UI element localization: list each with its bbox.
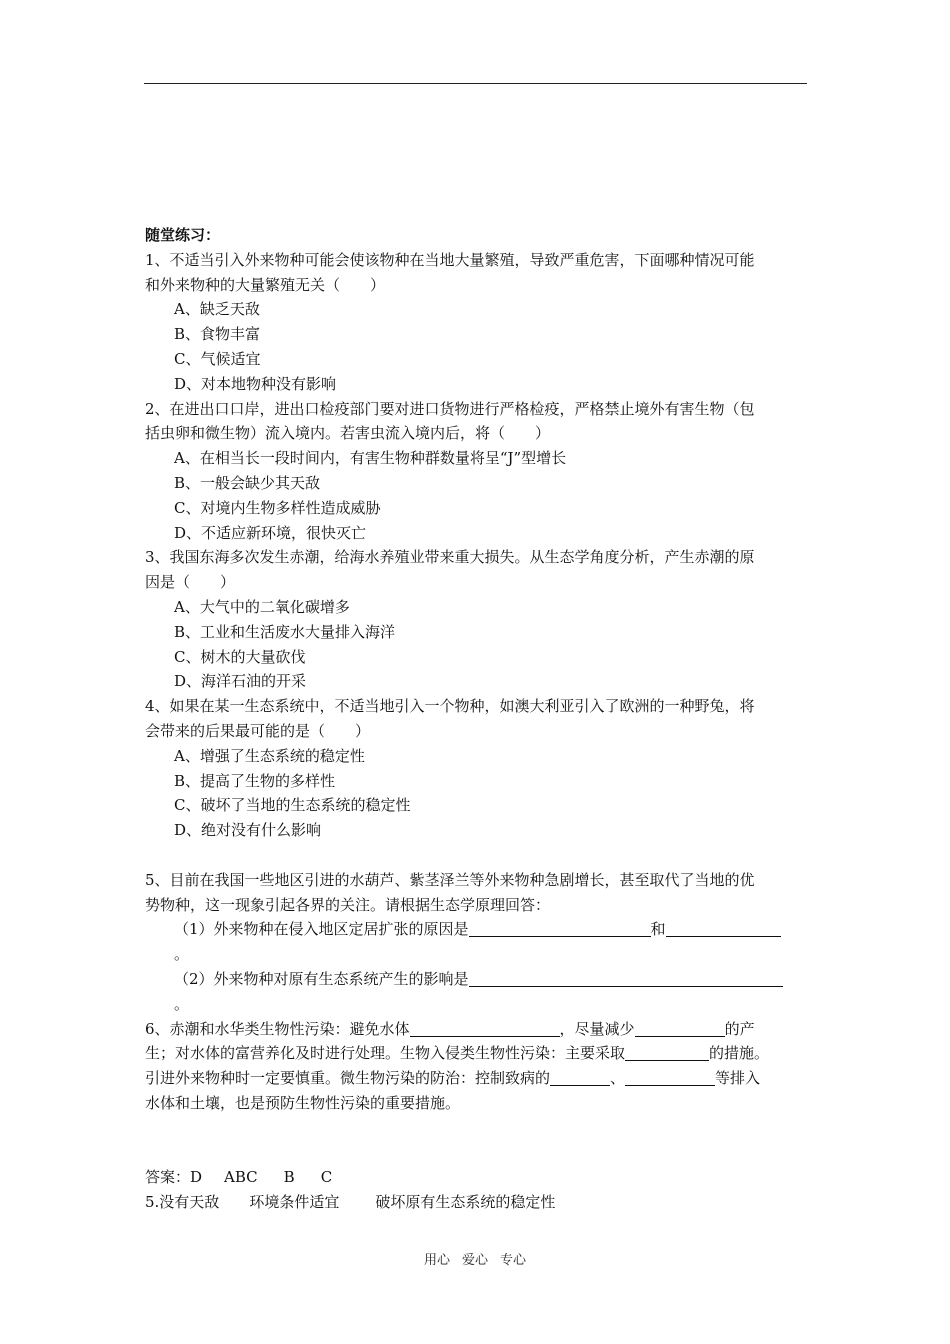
q3-option-d: D、海洋石油的开采 [174,672,307,691]
footer-text-1: 用心 [423,1253,450,1268]
header-rule [144,83,807,84]
answers-line2 [145,1190,807,1215]
q2-stem-line1: 2、在进出口口岸，进出口检疫部门要对进口货物进行严格检疫，严格禁止境外有害生物（包 [145,399,755,418]
section-title: 随堂练习： [145,226,221,244]
q6-blank-2[interactable] [635,1020,725,1037]
q1-stem-line2: 和外来物种的大量繁殖无关（ ） [145,275,386,294]
q6-line3 [145,1066,807,1091]
document-body [145,223,807,1215]
q1-option-b: B、食物丰富 [174,325,261,344]
q2-option-d: D、不适应新环境，很快灭亡 [174,523,367,542]
q5-blank-1[interactable] [469,920,651,937]
q6-blank-3[interactable] [625,1044,709,1061]
q5-blank-3[interactable] [469,970,783,987]
q1-option-a: A、缺乏天敌 [174,300,260,319]
q6-line2 [145,1041,807,1066]
q1-option-d: D、对本地物种没有影响 [174,374,337,393]
q5-sub1-text: （1）外来物种在侵入地区定居扩张的原因是 [174,920,469,939]
q2-stem-line2: 括虫卵和微生物）流入境内。若害虫流入境内后，将（ ） [145,424,551,443]
q6-line4: 水体和土壤，也是预防生物性污染的重要措施。 [145,1093,461,1112]
q2-option-c: C、对境内生物多样性造成威胁 [174,498,381,517]
q1-option-c: C、气候适宜 [174,349,261,368]
q4-option-b: B、提高了生物的多样性 [174,771,336,790]
answer-4: C [320,1168,333,1187]
answer-1: D [190,1168,203,1187]
answers-line1 [145,1165,807,1190]
answer-3: B [283,1168,295,1187]
q6-line1 [145,1017,807,1042]
q6-text-3b: 、 [610,1069,626,1088]
q6-text-3a: 引进外来物种时一定要慎重。微生物污染的防治：控制致病的 [145,1069,551,1088]
q6-text-1a: 6、赤潮和水华类生物性污染：避免水体 [145,1019,410,1038]
answer-5-a: 5.没有天敌 [145,1193,220,1212]
q4-option-c: C、破坏了当地的生态系统的稳定性 [174,796,411,815]
footer-text-2: 爱心 [461,1253,488,1268]
q3-stem-line2: 因是（ ） [145,573,236,592]
spacer [145,1116,807,1141]
q3-option-b: B、工业和生活废水大量排入海洋 [174,622,396,641]
q5-sub2-end: 。 [174,994,190,1013]
q6-text-1b: ，尽量减少 [559,1019,635,1038]
q6-blank-1[interactable] [410,1020,560,1037]
q4-option-a: A、增强了生态系统的稳定性 [174,746,365,765]
q3-option-a: A、大气中的二氧化碳增多 [174,597,350,616]
q5-blank-2[interactable] [666,920,781,937]
q6-text-2b: 的措施。 [709,1044,770,1063]
q4-stem-line1: 4、如果在某一生态系统中，不适当地引入一个物种，如澳大利亚引入了欧洲的一种野兔，将 [145,697,755,716]
q5-sub1-end: 。 [174,945,190,964]
q1-stem-line1: 1、不适当引入外来物种可能会使该物种在当地大量繁殖，导致严重危害，下面哪种情况可能 [145,250,755,269]
spacer [145,1140,807,1165]
q6-text-2a: 生；对水体的富营养化及时进行处理。生物入侵类生物性污染：主要采取 [145,1044,626,1063]
page-footer [0,1249,950,1268]
q6-blank-4[interactable] [550,1069,610,1086]
q4-stem-line2: 会带来的后果最可能的是（ ） [145,721,371,740]
q6-blank-5[interactable] [625,1069,715,1086]
footer-text-3: 专心 [500,1253,527,1268]
q2-option-a: A、在相当长一段时间内，有害生物种群数量将呈“J”型增长 [174,449,567,468]
q5-stem-line1: 5、目前在我国一些地区引进的水葫芦、紫茎泽兰等外来物种急剧增长，甚至取代了当地的优 [145,870,755,889]
q3-stem-line1: 3、我国东海多次发生赤潮，给海水养殖业带来重大损失。从生态学角度分析，产生赤潮的原 [145,548,755,567]
q5-sub1 [145,917,807,942]
q5-sub2-text: （2）外来物种对原有生态系统产生的影响是 [174,969,469,988]
q6-text-3c: 等排入 [715,1069,761,1088]
answer-5-b: 环境条件适宜 [249,1193,340,1212]
answer-2: ABC [224,1168,258,1187]
q5-stem-line2: 势物种，这一现象引起各界的关注。请根据生态学原理回答： [145,895,551,914]
q3-option-c: C、树木的大量砍伐 [174,647,306,666]
q4-option-d: D、绝对没有什么影响 [174,821,322,840]
answer-5-c: 破坏原有生态系统的稳定性 [375,1193,556,1212]
q6-text-1c: 的产 [724,1019,755,1038]
spacer [145,843,807,868]
q2-option-b: B、一般会缺少其天敌 [174,473,321,492]
answers-label: 答案： [145,1168,191,1187]
q5-sub2 [145,967,807,992]
q5-sub1-and: 和 [650,920,666,939]
